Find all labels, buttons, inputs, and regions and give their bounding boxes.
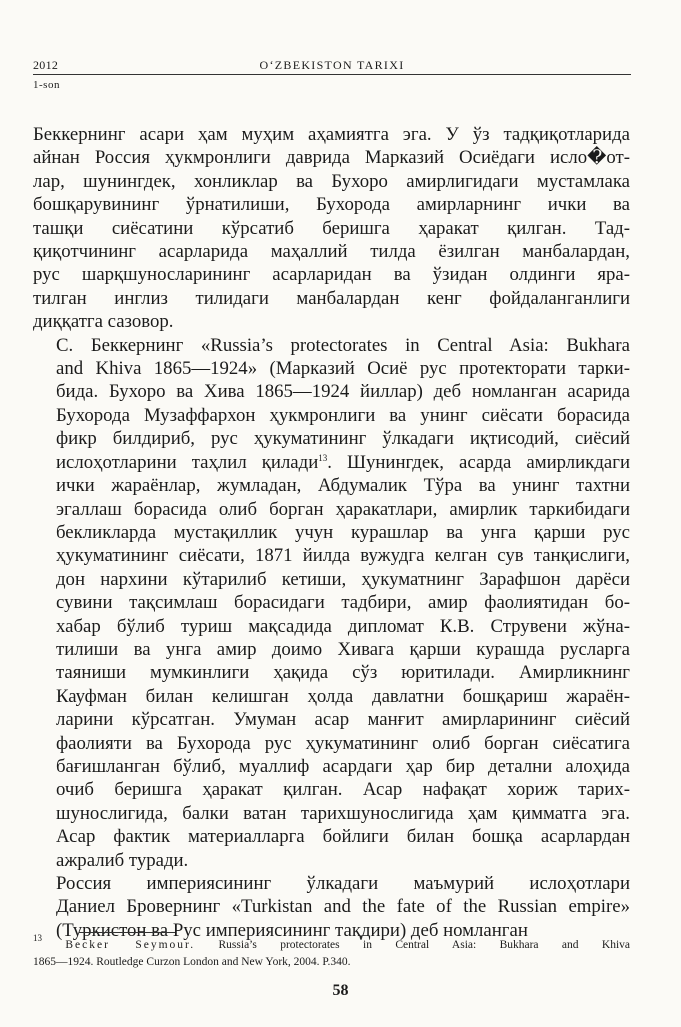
text-line: дон нархини кўтарилиб кетиши, ҳукуматнинг Зарафшон дарёси bbox=[56, 568, 630, 590]
text-line: қиқотчининг асарларида маҳаллий тилда ёзилган манбалардан, bbox=[33, 241, 630, 263]
footnote-line-2: 1865—1924. Routledge Curzon London and New York, 2004. P.340. bbox=[33, 956, 351, 968]
text-line: хабар бўлиб туриш мақсадида дипломат К.В. Струвени жўна- bbox=[56, 615, 630, 637]
text-line: (Туркистон ва Рус империясининг тақдири) деб номланган bbox=[56, 919, 528, 941]
text-line: бошқарувининг ўрнатилиши, Бухорода амирларнинг ички ва bbox=[33, 194, 630, 216]
paragraph bbox=[33, 123, 630, 334]
body-text bbox=[33, 123, 630, 942]
footnote-reference: 13 bbox=[318, 452, 328, 463]
text-line: ички жараёнлар, жумладан, Абдумалик Тўра ва унинг тахтни bbox=[56, 475, 630, 497]
text-line: Кауфман билан келишган ҳолда давлатни бошқариш жараён- bbox=[56, 685, 630, 707]
text-line: фаолияти ва Бухорода рус ҳукуматининг олиб борган сиёсатига bbox=[56, 732, 630, 754]
text-line: ҳукуматининг сиёсати, 1871 йилда вужудга келган сув танқислиги, bbox=[56, 545, 630, 567]
text-line: фикр билдириб, рус ҳукуматининг ўлкадаги иқтисодий, сиёсий bbox=[56, 428, 630, 450]
footnote-line-1 bbox=[33, 933, 631, 954]
header-issue: 1-son bbox=[33, 79, 60, 91]
text-line: тилган инглиз тилидаги манбалардан кенг фойдаланганлиги bbox=[33, 287, 630, 309]
text-line: ларини кўрсатган. Умуман асар манғит амирларининг сиёсий bbox=[56, 709, 630, 731]
text-line: and Khiva 1865—1924» (Марказий Осиё рус протекторати тарки- bbox=[56, 358, 630, 380]
header-year: 2012 bbox=[33, 58, 59, 72]
text-line: бағишланган бўлиб, муаллиф асардаги ҳар бир детални алоҳида bbox=[56, 755, 630, 777]
text-line: Россия империясининг ўлкадаги маъмурий ислоҳотлари bbox=[56, 873, 630, 894]
text-line: Беккернинг асари ҳам муҳим аҳамиятга эга. У ўз тадқиқотларида bbox=[33, 124, 630, 145]
text-line: Асар фактик материалларга бойлиги билан бошқа асарлардан bbox=[56, 826, 630, 848]
text-line: ислоҳотларини таҳлил қилади$^{13}$. Шунингдек, асарда амирликдаги bbox=[56, 451, 631, 473]
text-line: таяниши мумкинлиги ҳақида сўз юритилади. Амирликнинг bbox=[56, 662, 630, 684]
footnote-title: Russia’s protectorates in Central Asia: Bukhara and Khiva bbox=[218, 939, 631, 951]
running-header bbox=[33, 56, 631, 74]
text-line: ажралиб туради. bbox=[56, 849, 189, 871]
page-number: 58 bbox=[332, 982, 349, 999]
text-line: диққатга сазовор. bbox=[33, 311, 174, 333]
footnote bbox=[33, 933, 631, 971]
paragraph bbox=[33, 334, 630, 872]
footnote-marker: 13 bbox=[33, 933, 42, 943]
header-rule bbox=[33, 74, 631, 75]
text-line: эгаллаш борасида олиб борган ҳаракатлари, амирлик таркибидаги bbox=[56, 498, 630, 520]
footnote-author: Becker Seymour. bbox=[65, 939, 196, 951]
text-line: Даниел Бровернинг «Turkistan and the fate of the Russian empire» bbox=[56, 896, 630, 918]
text-line: ташқи сиёсатини кўрсатиб беришга ҳаракат қилган. Тад- bbox=[33, 217, 630, 239]
footnote-rule bbox=[79, 932, 175, 933]
text-line: рус шарқшуносларининг асарларидан ва ўзидан олдинги яра- bbox=[33, 264, 630, 286]
header-journal-title: O‘ZBEKISTON TARIXI bbox=[259, 58, 405, 72]
text-line: бекликларда мустақиллик учун курашлар ва унга қарши рус bbox=[56, 521, 630, 543]
text-line: очиб беришга ҳаракат қилган. Асар нафақат хориж тарих- bbox=[56, 779, 630, 801]
text-line: бида. Бухоро ва Хива 1865—1924 йиллар) деб номланган асарида bbox=[56, 381, 630, 403]
text-line: айнан Россия ҳукмронлиги даврида Марказий Осиёдаги исло�от- bbox=[33, 147, 630, 169]
text-line: С. Беккернинг «Russia’s protectorates in Central Asia: Bukhara bbox=[56, 334, 630, 356]
text-line: Бухорода Музаффархон ҳукмронлиги ва унинг сиёсати борасида bbox=[56, 404, 630, 426]
text-line: шунослигида, балки ватан тарихшунослигида ҳам қимматга эга. bbox=[56, 802, 630, 824]
text-line: лар, шунингдек, хонликлар ва Бухоро амирлигидаги мустамлака bbox=[33, 170, 630, 192]
text-line: тилиши ва унга амир доимо Хивага қарши курашда русларга bbox=[56, 638, 630, 660]
text-line: сувини тақсимлаш борасидаги тадбири, амир фаолиятидан бо- bbox=[56, 592, 630, 614]
